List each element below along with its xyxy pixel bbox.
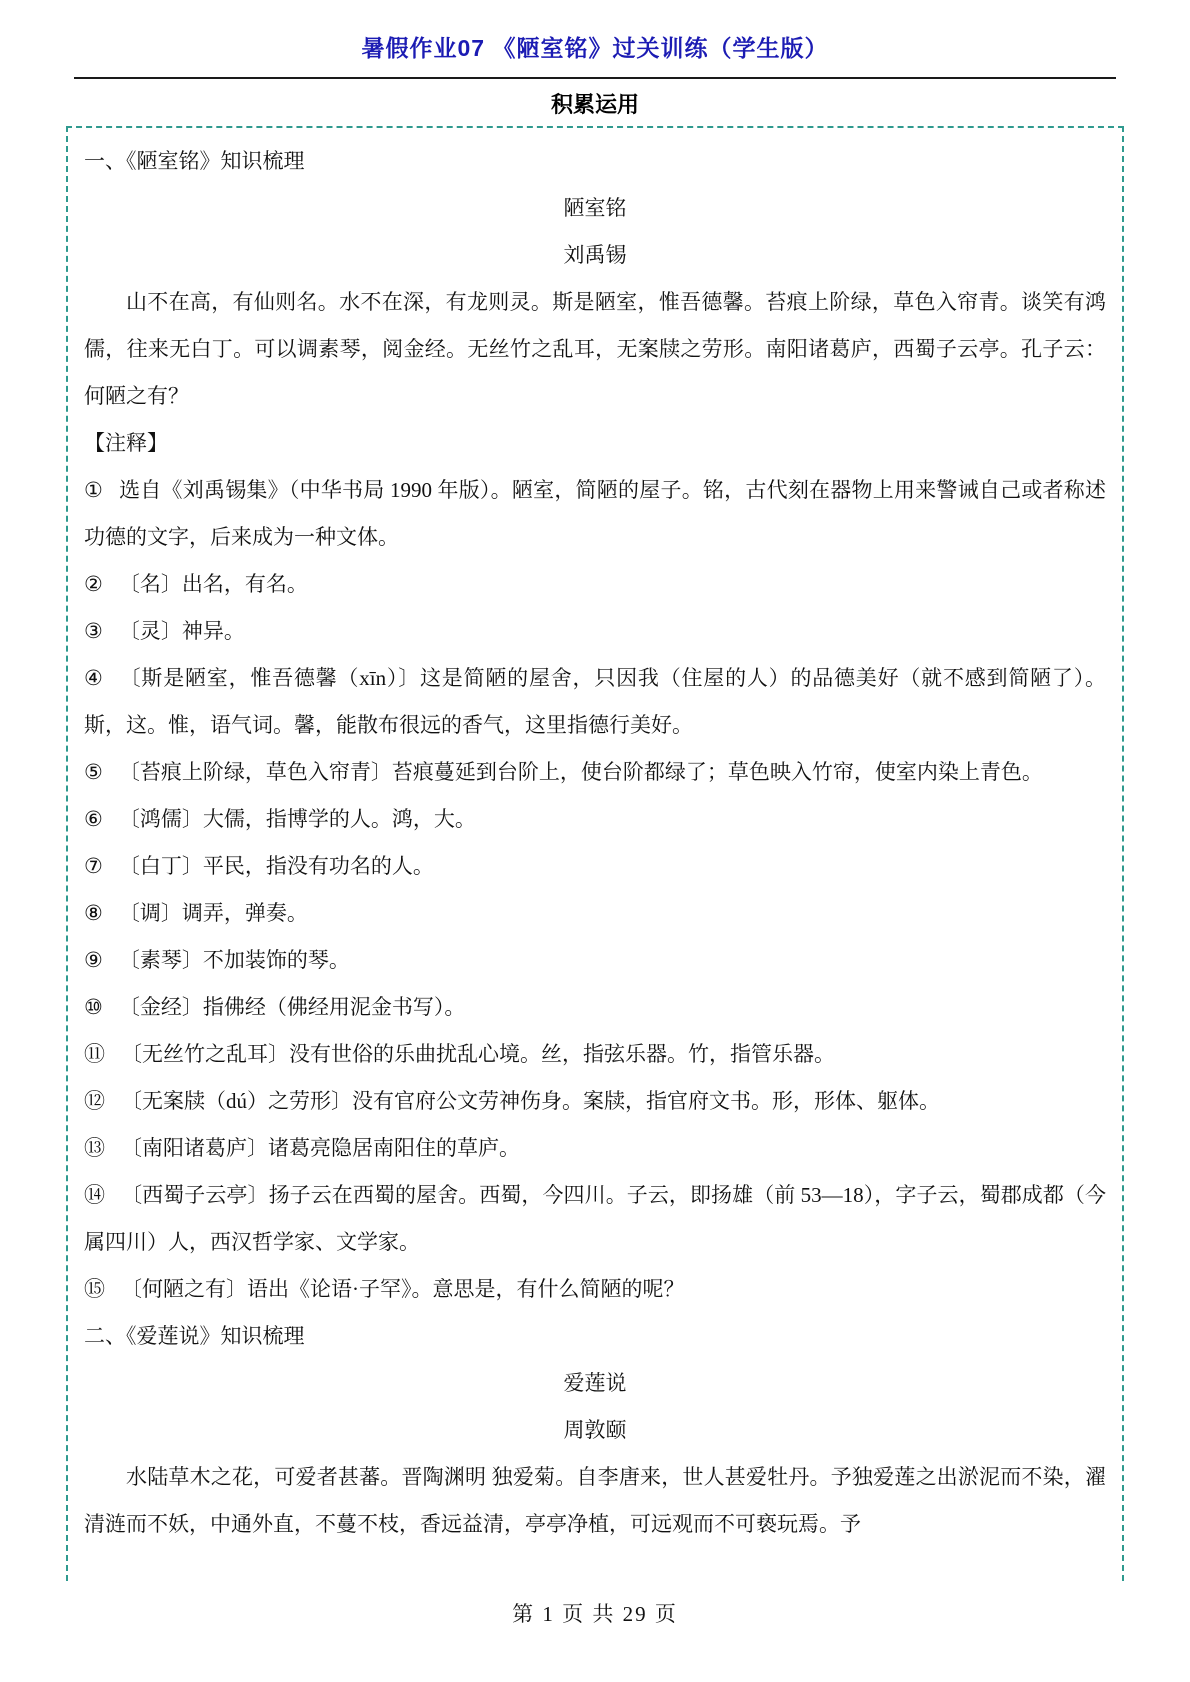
poem1-author: 刘禹锡 [563, 243, 627, 267]
note-number: ⑫ [84, 1089, 105, 1113]
note-item-2 [84, 561, 1106, 608]
poem2-author: 周敦颐 [563, 1418, 627, 1442]
note-item-15 [84, 1266, 1106, 1313]
note-number: ⑧ [84, 901, 103, 925]
content-box [66, 126, 1124, 1581]
note-number: ⑪ [84, 1042, 105, 1066]
note-text: 〔调〕调弄，弹奏。 [118, 901, 308, 925]
note-item-14 [84, 1172, 1106, 1266]
note-item-12 [84, 1078, 1106, 1125]
note-text: 〔何陋之有〕语出《论语·子罕》。意思是，有什么简陋的呢？ [121, 1277, 685, 1301]
note-number: ⑤ [84, 760, 103, 784]
note-number: ① [84, 478, 104, 502]
note-number: ⑮ [84, 1277, 105, 1301]
note-item-10 [84, 984, 1106, 1031]
note-text: 〔西蜀子云亭〕扬子云在西蜀的屋舍。西蜀，今四川。子云，即扬雄（前 53—18），字子云，蜀郡成都（今属四川）人，西汉哲学家、文学家。 [84, 1183, 1107, 1254]
note-text: 〔素琴〕不加装饰的琴。 [118, 948, 350, 972]
note-item-7 [84, 843, 1106, 890]
poem1-text: 山不在高，有仙则名。水不在深，有龙则灵。斯是陋室，惟吾德馨。苔痕上阶绿，草色入帘青。谈笑有鸿儒，往来无白丁。可以调素琴，阅金经。无丝竹之乱耳，无案牍之劳形。南阳诸葛庐，西蜀子云亭。孔子云：何陋之有？ [84, 290, 1106, 408]
note-number: ② [84, 572, 103, 596]
doc-title: 暑假作业07 《陋室铭》过关训练（学生版） [361, 35, 829, 61]
note-item-5 [84, 749, 1106, 796]
note-item-4 [84, 655, 1106, 749]
note-item-8 [84, 890, 1106, 937]
note-text: 〔斯是陋室，惟吾德馨（xīn）〕这是简陋的屋舍，只因我（住屋的人）的品德美好（就不感到简陋了）。斯，这。惟，语气词。馨，能散布很远的香气，这里指德行美好。 [84, 666, 1106, 737]
note-text: 〔金经〕指佛经（佛经用泥金书写）。 [118, 995, 466, 1019]
section1-heading: 一、《陋室铭》知识梳理 [84, 149, 305, 173]
title-divider [74, 77, 1116, 79]
notes-heading: 【注释】 [84, 431, 168, 455]
note-number: ⑩ [84, 995, 103, 1019]
note-text: 选自《刘禹锡集》（中华书局 1990 年版）。陋室，简陋的屋子。铭，古代刻在器物上用来警诫自己或者称述功德的文字，后来成为一种文体。 [84, 478, 1107, 549]
note-number: ⑬ [84, 1136, 105, 1160]
note-item-3 [84, 608, 1106, 655]
note-item-9 [84, 937, 1106, 984]
note-item-13 [84, 1125, 1106, 1172]
poem2-text: 水陆草木之花，可爱者甚蕃。晋陶渊明 独爱菊。自李唐来，世人甚爱牡丹。予独爱莲之出淤泥而不染，濯清涟而不妖，中通外直，不蔓不枝，香远益清，亭亭净植，可远观而不可亵玩焉。予 [84, 1465, 1106, 1536]
note-number: ④ [84, 666, 104, 690]
note-number: ⑭ [84, 1183, 106, 1207]
note-text: 〔白丁〕平民，指没有功名的人。 [118, 854, 434, 878]
poem2-title: 爱莲说 [563, 1371, 627, 1395]
note-item-1 [84, 467, 1106, 561]
note-text: 〔苔痕上阶绿，草色入帘青〕苔痕蔓延到台阶上，使台阶都绿了；草色映入竹帘，使室内染上青色。 [118, 760, 1043, 784]
note-text: 〔灵〕神异。 [118, 619, 245, 643]
section2-heading: 二、《爱莲说》知识梳理 [84, 1324, 305, 1348]
note-number: ⑨ [84, 948, 103, 972]
page-number-footer: 第 1 页 共 29 页 [512, 1602, 678, 1626]
note-text: 〔无案牍（dú）之劳形〕没有官府公文劳神伤身。案牍，指官府文书。形，形体、躯体。 [121, 1089, 940, 1113]
note-text: 〔名〕出名，有名。 [118, 572, 308, 596]
note-text: 〔鸿儒〕大儒，指博学的人。鸿，大。 [118, 807, 476, 831]
section-heading-accumulate-apply: 积累运用 [550, 92, 639, 117]
note-item-11 [84, 1031, 1106, 1078]
note-text: 〔无丝竹之乱耳〕没有世俗的乐曲扰乱心境。丝，指弦乐器。竹，指管乐器。 [121, 1042, 835, 1066]
note-number: ⑦ [84, 854, 103, 878]
note-text: 〔南阳诸葛庐〕诸葛亮隐居南阳住的草庐。 [121, 1136, 520, 1160]
note-number: ⑥ [84, 807, 103, 831]
note-item-6 [84, 796, 1106, 843]
note-number: ③ [84, 619, 103, 643]
poem1-title: 陋室铭 [563, 196, 627, 220]
